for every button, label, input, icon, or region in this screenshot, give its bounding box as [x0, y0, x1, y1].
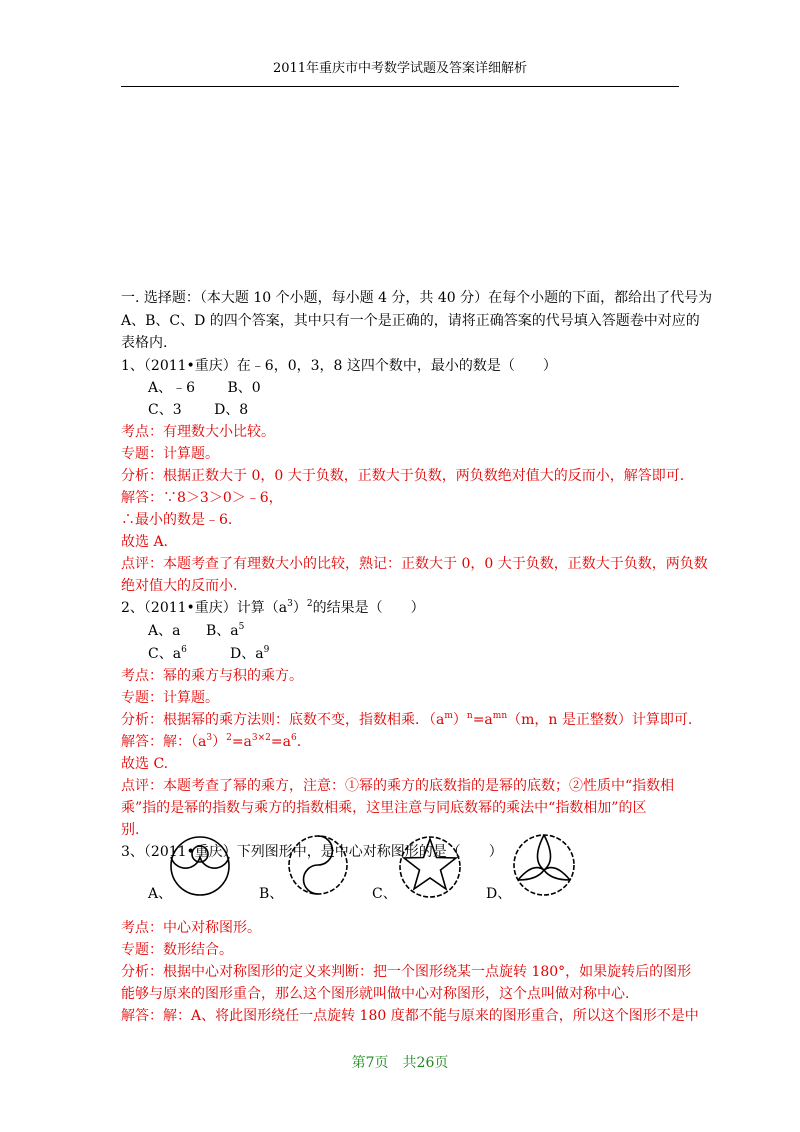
q2-option-c-exp: 6 — [181, 645, 187, 655]
q3-jieda-1: 解答：解：A、将此图形绕任一点旋转 180 度都不能与原来的图形重合，所以这个图形不是中 — [121, 1008, 699, 1024]
q1-jieda-1: 解答：∵8＞3＞0＞﹣6， — [121, 490, 283, 506]
q2-stem-exp-1: 3 — [287, 599, 293, 609]
q2-jieda — [121, 732, 301, 752]
figure-label-b: B、 — [259, 886, 284, 902]
q2-fenxi-a: 分析：根据幂的乘方法则：底数不变，指数相乘．（a — [121, 712, 445, 728]
q2-option-b-exp: 5 — [238, 622, 245, 632]
q2-fenxi-exp-3: mn — [492, 711, 508, 721]
q2-zhuanti: 专题：计算题。 — [121, 690, 219, 706]
q3-fenxi-2: 能够与原来的图形重合，那么这个图形就叫做中心对称图形，这个点叫做对称中心. — [121, 986, 630, 1002]
q2-dianping-2: 乘”指的是幂的指数与乘方的指数相乘，这里注意与同底数幂的乘法中“指数相加”的区 — [121, 800, 647, 816]
q1-kaodian: 考点：有理数大小比较。 — [121, 424, 275, 440]
q2-jieda-d: =a — [270, 734, 291, 750]
q1-options-ab: A、﹣6 B、0 — [148, 380, 261, 396]
q3-kaodian: 考点：中心对称图形。 — [121, 920, 261, 936]
q2-jieda-exp-1: 3 — [206, 733, 213, 743]
q3-zhuanti: 专题：数形结合。 — [121, 942, 233, 958]
q2-stem-c: 的结果是（ ） — [312, 600, 425, 616]
q1-dianping-1: 点评：本题考查了有理数大小的比较，熟记：正数大于 0，0 大于负数，正数大于负数，两负数 — [121, 556, 708, 572]
q2-stem — [121, 598, 425, 618]
q2-fenxi-exp-1: m — [444, 711, 453, 721]
q1-fenxi: 分析：根据正数大于 0，0 大于负数，正数大于负数，两负数绝对值大的反而小，解答即可. — [121, 468, 685, 484]
q2-stem-b: ） — [292, 600, 307, 616]
q2-fenxi-d: （m，n 是正整数）计算即可. — [507, 712, 693, 728]
q1-zhuanti: 专题：计算题。 — [121, 446, 219, 462]
q2-stem-a: 2、（2011•重庆）计算（a — [121, 600, 288, 616]
q2-option-c — [148, 644, 187, 664]
q3-stem: 3、（2011•重庆）下列图形中，是中心对称图形的是（ ） — [121, 844, 503, 860]
q2-fenxi-exp-2: n — [466, 711, 473, 721]
figure-label-a: A、 — [148, 886, 173, 902]
q2-option-d-text: D、a — [230, 646, 264, 662]
q1-dianping-2: 绝对值大的反而小. — [121, 578, 238, 594]
header-rule — [121, 86, 679, 87]
q2-option-d — [230, 644, 269, 664]
q2-jieda-a: 解答：解：（a — [121, 734, 207, 750]
section-intro-line-2: A、B、C、D 的四个答案，其中只有一个是正确的，请将正确答案的代号填入答题卷中对应的 — [121, 313, 700, 329]
q3-fenxi-1: 分析：根据中心对称图形的定义来判断：把一个图形绕某一点旋转 180°，如果旋转后的图形 — [121, 964, 692, 980]
q2-jieda-b: ） — [212, 734, 227, 750]
q2-option-d-exp: 9 — [263, 645, 270, 655]
q2-fenxi-b: ） — [452, 712, 467, 728]
q2-jieda-exp-3: 3×2 — [251, 733, 271, 743]
q1-jieda-2: ∴最小的数是﹣6. — [121, 512, 233, 528]
q1-options-cd: C、3 D、8 — [148, 402, 249, 418]
q2-jieda-exp-2: 2 — [226, 733, 232, 743]
q2-fenxi — [121, 710, 692, 730]
page-header: 2011年重庆市中考数学试题及答案详细解析 — [272, 61, 528, 76]
q2-jieda-exp-4: 6 — [290, 733, 297, 743]
q2-dianping-1: 点评：本题考查了幂的乘方，注意：①幂的乘方的底数指的是幂的底数；②性质中“指数相 — [121, 778, 675, 794]
q2-fenxi-c: =a — [472, 712, 493, 728]
q2-jieda-end: . — [296, 734, 302, 750]
q1-choice: 故选 A. — [121, 534, 169, 550]
q2-option-b — [206, 621, 244, 641]
q2-choice: 故选 C. — [121, 756, 169, 772]
figure-c — [397, 833, 463, 899]
q2-stem-exp-2: 2 — [306, 599, 313, 609]
q2-option-c-text: C、a — [148, 646, 182, 662]
section-intro-line-3: 表格内. — [121, 335, 168, 351]
section-intro-line-1: 一. 选择题：（本大题 10 个小题，每小题 4 分，共 40 分）在每个小题的下面，都给出了代号为 — [121, 290, 713, 306]
figure-label-c: C、 — [372, 886, 397, 902]
q1-stem: 1、（2011•重庆）在﹣6，0，3，8 这四个数中，最小的数是（ ） — [121, 358, 557, 374]
q2-jieda-c: =a — [231, 734, 252, 750]
q2-option-b-text: B、a — [206, 623, 239, 639]
figure-d — [511, 832, 577, 898]
figure-label-d: D、 — [486, 886, 512, 902]
figure-b — [287, 834, 349, 896]
q2-dianping-3: 别. — [121, 822, 140, 838]
q2-kaodian: 考点：幂的乘方与积的乘方。 — [121, 668, 303, 684]
q2-option-a: A、a — [148, 623, 181, 639]
figure-a — [165, 835, 235, 897]
page-footer: 第7页 共26页 — [351, 1055, 449, 1071]
